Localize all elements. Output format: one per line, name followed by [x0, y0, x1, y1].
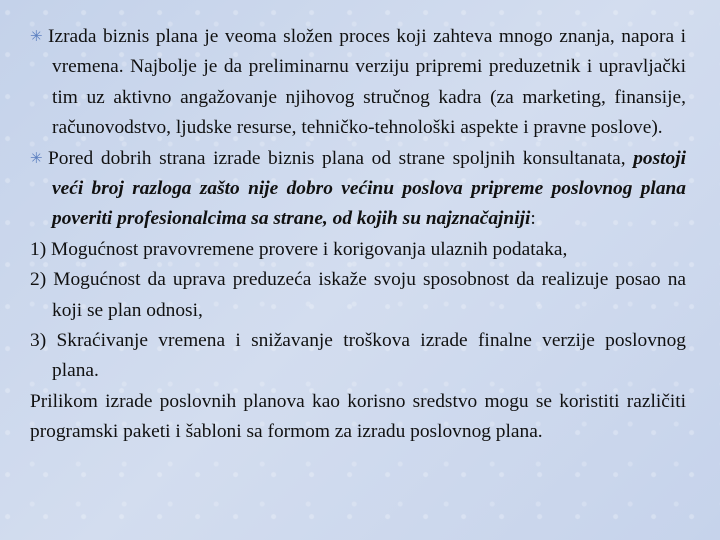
bullet-emphasis: postoji veći broj razloga zašto nije dobro većinu poslova pripreme poslovnog plana poveriti profesionalcima sa strane, od kojih su najznačajniji: [52, 147, 686, 230]
numbered-item-3: 3) Skraćivanje vremena i snižavanje troškova izrade finalne verzije poslovnog plana.: [30, 330, 686, 382]
numbered-item-2: 2) Mogućnost da uprava preduzeća iskaže svoju sposobnost da realizuje posao na koji se plan odnosi,: [30, 269, 686, 321]
bullet-marker-icon: ✳: [30, 150, 43, 167]
closing-paragraph: Prilikom izrade poslovnih planova kao korisno sredstvo mogu se koristiti različiti programski paketi i šabloni sa formom za izradu poslovnog plana.: [30, 390, 686, 443]
bullet-text-1: Izrada biznis plana je veoma složen proces koji zahteva mnogo znanja, napora i vremena. Najbolje je da preliminarnu verziju pripremi preduzetnik i upravljački tim uz aktivno angažovanje njihovog stručnog kadra (za marketing, finansije, računovodstvo, ljudske resurse, tehničko-tehnološki aspekte i pravne poslove).: [48, 26, 686, 139]
slide-body: [30, 22, 686, 448]
bullet-marker-icon: ✳: [30, 29, 43, 45]
numbered-item-1: 1) Mogućnost pravovremene provere i korigovanja ulaznih podataka,: [30, 238, 568, 260]
bullet-paragraph-2: [30, 144, 686, 235]
bullet-paragraph-1: [30, 22, 686, 144]
bullet-text-2: Pored dobrih strana izrade biznis plana od strane spoljnih konsultanata,: [48, 147, 634, 169]
bullet-colon: :: [530, 208, 536, 230]
